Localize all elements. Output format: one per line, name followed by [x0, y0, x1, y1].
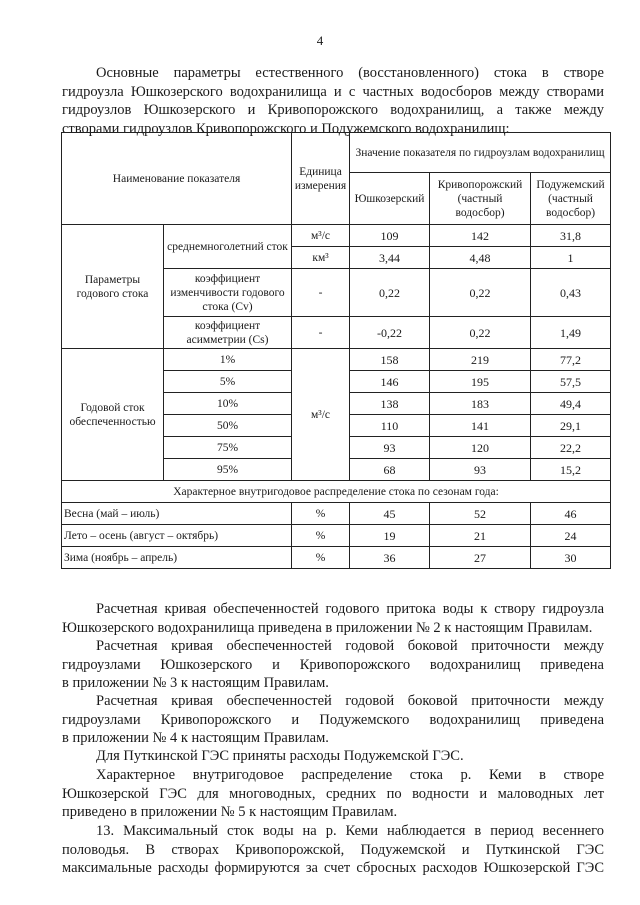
- text-line: створами гидроузлов Кривопорожского и Подужемского водохранилищ:: [62, 120, 510, 137]
- group-annual-security: Годовой сток обеспеченностью: [62, 349, 164, 481]
- value-cell: 30: [531, 547, 611, 569]
- season-label: Весна (май – июль): [62, 503, 292, 525]
- value-cell: 219: [430, 349, 531, 371]
- paragraph-appendix-4: [62, 692, 604, 748]
- probability-label: 5%: [164, 371, 292, 393]
- value-cell: 52: [430, 503, 531, 525]
- value-cell: 4,48: [430, 247, 531, 269]
- value-cell: 15,2: [531, 459, 611, 481]
- value-cell: 0,22: [430, 317, 531, 349]
- value-cell: 19: [350, 525, 430, 547]
- text-line: Основные параметры естественного (восстановленного) стока в створе: [96, 65, 604, 81]
- paragraph-putkinskaya: [62, 747, 604, 766]
- value-cell: 93: [430, 459, 531, 481]
- paragraph-item-13: [62, 822, 604, 878]
- value-cell: 0,22: [350, 269, 430, 317]
- text-line: гидроузлами Кривопорожского и Подужемского водохранилищ приведена: [62, 711, 604, 728]
- cv-label: коэффициент изменчивости годового стока (Cv): [164, 269, 292, 317]
- value-cell: 109: [350, 225, 430, 247]
- season-label: Зима (ноябрь – апрель): [62, 547, 292, 569]
- unit-cell: %: [292, 503, 350, 525]
- value-cell: 1: [531, 247, 611, 269]
- value-cell: 93: [350, 437, 430, 459]
- value-cell: 120: [430, 437, 531, 459]
- value-cell: 27: [430, 547, 531, 569]
- probability-label: 10%: [164, 393, 292, 415]
- probability-label: 95%: [164, 459, 292, 481]
- value-cell: 142: [430, 225, 531, 247]
- text-line: гидроузла Юшкозерского водохранилища и с частных водосборов между створами: [62, 83, 604, 100]
- probability-label: 1%: [164, 349, 292, 371]
- text-line: Для Путкинской ГЭС приняты расходы Подужемской ГЭС.: [96, 748, 464, 764]
- value-cell: 22,2: [531, 437, 611, 459]
- text-line: половодья. В створах Кривопорожской, Подужемской и Путкинской ГЭС: [62, 841, 604, 858]
- header-col-krivoporozh: Кривопорожский (частный водосбор): [430, 173, 531, 225]
- text-line: в приложении № 4 к настоящим Правилам.: [62, 730, 329, 746]
- unit-cell: м³/с: [292, 349, 350, 481]
- value-cell: 46: [531, 503, 611, 525]
- mean-flow-label: среднемноголетний сток: [164, 225, 292, 269]
- value-cell: 138: [350, 393, 430, 415]
- value-cell: 146: [350, 371, 430, 393]
- value-cell: 24: [531, 525, 611, 547]
- text-line: 13. Максимальный сток воды на р. Кеми наблюдается в период весеннего: [96, 823, 604, 839]
- value-cell: 158: [350, 349, 430, 371]
- header-col-poduzhem: Подужемский (частный водосбор): [531, 173, 611, 225]
- value-cell: 36: [350, 547, 430, 569]
- unit-cell: -: [292, 317, 350, 349]
- paragraph-appendix-3: [62, 637, 604, 693]
- header-values-group: Значение показателя по гидроузлам водохранилищ: [350, 133, 611, 173]
- season-label: Лето – осень (август – октябрь): [62, 525, 292, 547]
- text-line: в приложении № 3 к настоящим Правилам.: [62, 675, 329, 691]
- unit-cell: км³: [292, 247, 350, 269]
- text-line: Юшкозерской ГЭС для многоводных, средних по водности и маловодных лет: [62, 785, 604, 802]
- value-cell: 0,43: [531, 269, 611, 317]
- cs-label: коэффициент асимметрии (Cs): [164, 317, 292, 349]
- text-line: максимальные расходы формируются за счет сбросных расходов Юшкозерской ГЭС: [62, 860, 604, 876]
- value-cell: 183: [430, 393, 531, 415]
- header-indicator-name: Наименование показателя: [62, 133, 292, 225]
- value-cell: 77,2: [531, 349, 611, 371]
- intro-paragraph: [62, 64, 604, 138]
- value-cell: 29,1: [531, 415, 611, 437]
- text-line: приведено в приложении № 5 к настоящим Правилам.: [62, 804, 398, 820]
- value-cell: 3,44: [350, 247, 430, 269]
- value-cell: 1,49: [531, 317, 611, 349]
- value-cell: 45: [350, 503, 430, 525]
- text-line: Юшкозерского водохранилища приведена в приложении № 2 к настоящим Правилам.: [62, 619, 593, 636]
- text-line: Расчетная кривая обеспеченностей годовой боковой приточности между: [96, 693, 604, 709]
- page-number: 4: [316, 33, 324, 48]
- paragraph-appendix-2: [62, 600, 604, 637]
- seasons-heading: Характерное внутригодовое распределение стока по сезонам года:: [62, 481, 611, 503]
- header-col-yushkozero: Юшкозерский: [350, 173, 430, 225]
- value-cell: 68: [350, 459, 430, 481]
- group-annual-params: Параметры годового стока: [62, 225, 164, 349]
- probability-label: 75%: [164, 437, 292, 459]
- value-cell: 0,22: [430, 269, 531, 317]
- value-cell: 195: [430, 371, 531, 393]
- text-line: гидроузлов Юшкозерского и Кривопорожского водохранилищ, а также между: [62, 102, 604, 118]
- value-cell: 57,5: [531, 371, 611, 393]
- text-line: Расчетная кривая обеспеченностей годового притока воды к створу гидроузла: [96, 601, 604, 617]
- unit-cell: -: [292, 269, 350, 317]
- header-unit: Единица измерения: [292, 133, 350, 225]
- value-cell: 21: [430, 525, 531, 547]
- probability-label: 50%: [164, 415, 292, 437]
- value-cell: 110: [350, 415, 430, 437]
- text-line: гидроузлами Юшкозерского и Кривопорожского водохранилищ приведена: [62, 656, 604, 673]
- unit-cell: м³/с: [292, 225, 350, 247]
- flow-parameters-table: [61, 132, 611, 569]
- text-line: Расчетная кривая обеспеченностей годовой боковой приточности между: [96, 638, 604, 654]
- value-cell: 49,4: [531, 393, 611, 415]
- value-cell: 31,8: [531, 225, 611, 247]
- unit-cell: %: [292, 547, 350, 569]
- unit-cell: %: [292, 525, 350, 547]
- text-line: Характерное внутригодовое распределение стока р. Кеми в створе: [96, 767, 604, 783]
- value-cell: -0,22: [350, 317, 430, 349]
- paragraph-appendix-5: [62, 766, 604, 822]
- value-cell: 141: [430, 415, 531, 437]
